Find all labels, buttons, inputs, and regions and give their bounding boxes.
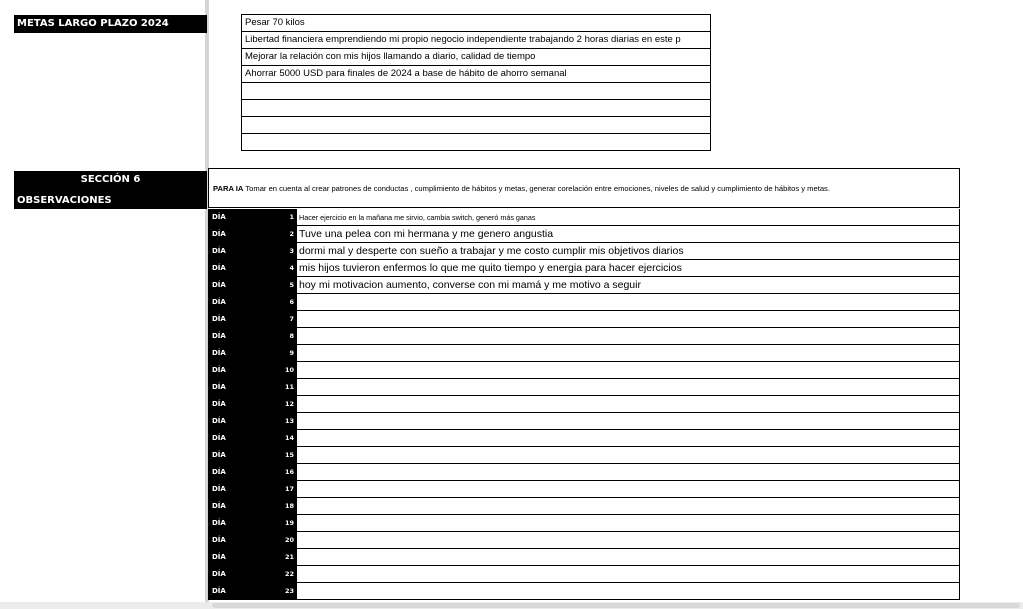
- day-observation[interactable]: [299, 498, 960, 514]
- goal-row: [242, 15, 711, 32]
- day-number: 9: [289, 349, 294, 357]
- day-label: [208, 226, 297, 243]
- day-label: [208, 379, 297, 396]
- goal-cell[interactable]: Ahorrar 5000 USD para finales de 2024 a base de hábito de ahorro semanal: [242, 66, 711, 83]
- row-right-border: [959, 566, 960, 583]
- day-observation[interactable]: [299, 447, 960, 463]
- day-observation[interactable]: [299, 549, 960, 565]
- day-label: [208, 328, 297, 345]
- day-row: [208, 583, 960, 600]
- row-right-border: [959, 345, 960, 362]
- row-right-border: [959, 260, 960, 277]
- section-label: [14, 171, 207, 209]
- day-observation[interactable]: Tuve una pelea con mi hermana y me genero angustia: [299, 228, 554, 240]
- day-word: DÍA: [212, 332, 226, 340]
- goal-cell[interactable]: Pesar 70 kilos: [242, 15, 711, 32]
- day-number: 7: [289, 315, 294, 323]
- row-right-border: [959, 464, 960, 481]
- day-row: [208, 277, 960, 294]
- day-number: 16: [284, 468, 294, 476]
- day-observation[interactable]: [299, 481, 960, 497]
- day-word: DÍA: [212, 264, 226, 272]
- day-label: [208, 413, 297, 430]
- row-right-border: [959, 209, 960, 226]
- day-word: DÍA: [212, 468, 226, 476]
- day-word: DÍA: [212, 587, 226, 595]
- day-label: [208, 430, 297, 447]
- day-label: [208, 209, 297, 226]
- day-row: [208, 464, 960, 481]
- day-label: [208, 532, 297, 549]
- goals-table: [241, 14, 711, 151]
- day-observation[interactable]: [299, 328, 960, 344]
- goal-row: [242, 32, 711, 49]
- day-word: DÍA: [212, 451, 226, 459]
- day-observation[interactable]: [299, 464, 960, 480]
- row-right-border: [959, 447, 960, 464]
- day-label: [208, 498, 297, 515]
- section-subtitle: OBSERVACIONES: [17, 195, 112, 206]
- day-row: [208, 243, 960, 260]
- day-row: [208, 362, 960, 379]
- day-row: [208, 226, 960, 243]
- day-observation[interactable]: [299, 532, 960, 548]
- day-row: [208, 379, 960, 396]
- day-number: 11: [284, 383, 294, 391]
- day-word: DÍA: [212, 434, 226, 442]
- row-right-border: [959, 430, 960, 447]
- day-number: 6: [289, 298, 294, 306]
- goal-row: [242, 83, 711, 100]
- day-number: 22: [284, 570, 294, 578]
- day-label: [208, 515, 297, 532]
- goal-cell[interactable]: [242, 117, 711, 134]
- day-label: [208, 294, 297, 311]
- row-right-border: [959, 294, 960, 311]
- day-observation[interactable]: [299, 311, 960, 327]
- day-label: [208, 396, 297, 413]
- days-list: [208, 209, 960, 600]
- day-word: DÍA: [212, 366, 226, 374]
- ia-note[interactable]: [208, 168, 960, 208]
- ia-note-bold: PARA IA: [213, 184, 244, 193]
- day-row: [208, 481, 960, 498]
- day-word: DÍA: [212, 281, 226, 289]
- day-observation[interactable]: [299, 345, 960, 361]
- day-word: DÍA: [212, 383, 226, 391]
- day-word: DÍA: [212, 400, 226, 408]
- row-right-border: [959, 379, 960, 396]
- day-number: 4: [289, 264, 294, 272]
- day-number: 20: [284, 536, 294, 544]
- goal-cell[interactable]: [242, 100, 711, 117]
- day-observation[interactable]: [299, 413, 960, 429]
- day-row: [208, 566, 960, 583]
- day-word: DÍA: [212, 502, 226, 510]
- day-row: [208, 498, 960, 515]
- day-word: DÍA: [212, 230, 226, 238]
- day-number: 13: [284, 417, 294, 425]
- goal-row: [242, 49, 711, 66]
- day-number: 2: [289, 230, 294, 238]
- day-row: [208, 430, 960, 447]
- goal-row: [242, 66, 711, 83]
- day-observation[interactable]: [299, 515, 960, 531]
- day-row: [208, 532, 960, 549]
- row-right-border: [959, 277, 960, 294]
- day-row: [208, 345, 960, 362]
- row-right-border: [959, 311, 960, 328]
- day-observation[interactable]: [299, 362, 960, 378]
- goal-cell[interactable]: [242, 134, 711, 151]
- day-number: 17: [284, 485, 294, 493]
- row-right-border: [959, 226, 960, 243]
- day-number: 8: [289, 332, 294, 340]
- row-right-border: [959, 413, 960, 430]
- row-right-border: [959, 549, 960, 566]
- row-right-border: [959, 362, 960, 379]
- day-row: [208, 549, 960, 566]
- day-label: [208, 481, 297, 498]
- ia-note-text: Tomar en cuenta al crear patrones de conductas , cumplimiento de hábitos y metas, generar corelación entre emociones, niveles de salud y cumplimiento de hábitos y metas.: [245, 184, 830, 193]
- day-number: 1: [289, 213, 294, 221]
- day-word: DÍA: [212, 570, 226, 578]
- goal-cell[interactable]: Mejorar la relación con mis hijos llamando a diario, calidad de tiempo: [242, 49, 711, 66]
- day-observation[interactable]: [299, 396, 960, 412]
- day-observation[interactable]: [299, 566, 960, 582]
- day-number: 3: [289, 247, 294, 255]
- day-number: 18: [284, 502, 294, 510]
- day-label: [208, 311, 297, 328]
- horizontal-scrollbar[interactable]: [0, 602, 1023, 609]
- day-number: 19: [284, 519, 294, 527]
- day-word: DÍA: [212, 485, 226, 493]
- scrollbar-thumb[interactable]: [212, 603, 1020, 608]
- day-number: 21: [284, 553, 294, 561]
- day-word: DÍA: [212, 247, 226, 255]
- day-word: DÍA: [212, 298, 226, 306]
- goal-cell[interactable]: [242, 83, 711, 100]
- day-label: [208, 277, 297, 294]
- day-observation[interactable]: mis hijos tuvieron enfermos lo que me quito tiempo y energia para hacer ejercicios: [299, 262, 682, 274]
- day-observation[interactable]: Hacer ejercicio en la mañana me sirvio, cambia switch, generó más ganas: [299, 213, 536, 222]
- day-label: [208, 447, 297, 464]
- row-right-border: [959, 583, 960, 600]
- day-label: [208, 583, 297, 600]
- row-right-border: [959, 243, 960, 260]
- day-observation[interactable]: [299, 294, 960, 310]
- day-row: [208, 209, 960, 226]
- row-right-border: [959, 396, 960, 413]
- day-label: [208, 345, 297, 362]
- goal-row: [242, 117, 711, 134]
- day-label: [208, 243, 297, 260]
- day-label: [208, 464, 297, 481]
- day-number: 5: [289, 281, 294, 289]
- row-right-border: [959, 515, 960, 532]
- day-word: DÍA: [212, 213, 226, 221]
- day-word: DÍA: [212, 315, 226, 323]
- day-row: [208, 447, 960, 464]
- day-row: [208, 260, 960, 277]
- row-right-border: [959, 481, 960, 498]
- day-row: [208, 328, 960, 345]
- day-row: [208, 294, 960, 311]
- day-number: 12: [284, 400, 294, 408]
- day-label: [208, 260, 297, 277]
- day-observation[interactable]: dormi mal y desperte con sueño a trabajar y me costo cumplir mis objetivos diarios: [299, 245, 684, 257]
- day-number: 14: [284, 434, 294, 442]
- row-right-border: [959, 532, 960, 549]
- day-row: [208, 396, 960, 413]
- day-word: DÍA: [212, 349, 226, 357]
- row-right-border: [959, 498, 960, 515]
- row-right-border: [959, 328, 960, 345]
- day-word: DÍA: [212, 536, 226, 544]
- day-word: DÍA: [212, 553, 226, 561]
- day-observation[interactable]: [299, 379, 960, 395]
- day-word: DÍA: [212, 417, 226, 425]
- day-observation[interactable]: [299, 583, 960, 599]
- day-label: [208, 362, 297, 379]
- day-row: [208, 515, 960, 532]
- day-number: 15: [284, 451, 294, 459]
- section-title: SECCIÓN 6: [80, 174, 141, 185]
- goal-row: [242, 134, 711, 151]
- day-number: 10: [284, 366, 294, 374]
- day-label: [208, 566, 297, 583]
- goal-cell[interactable]: Libertad financiera emprendiendo mi propio negocio independiente trabajando 2 horas diarias en este p: [242, 32, 711, 49]
- day-observation[interactable]: [299, 430, 960, 446]
- day-number: 23: [284, 587, 294, 595]
- day-label: [208, 549, 297, 566]
- day-observation[interactable]: hoy mi motivacion aumento, converse con mi mamá y me motivo a seguir: [299, 279, 641, 291]
- goal-row: [242, 100, 711, 117]
- day-row: [208, 311, 960, 328]
- metas-label: METAS LARGO PLAZO 2024: [14, 15, 207, 33]
- day-word: DÍA: [212, 519, 226, 527]
- day-row: [208, 413, 960, 430]
